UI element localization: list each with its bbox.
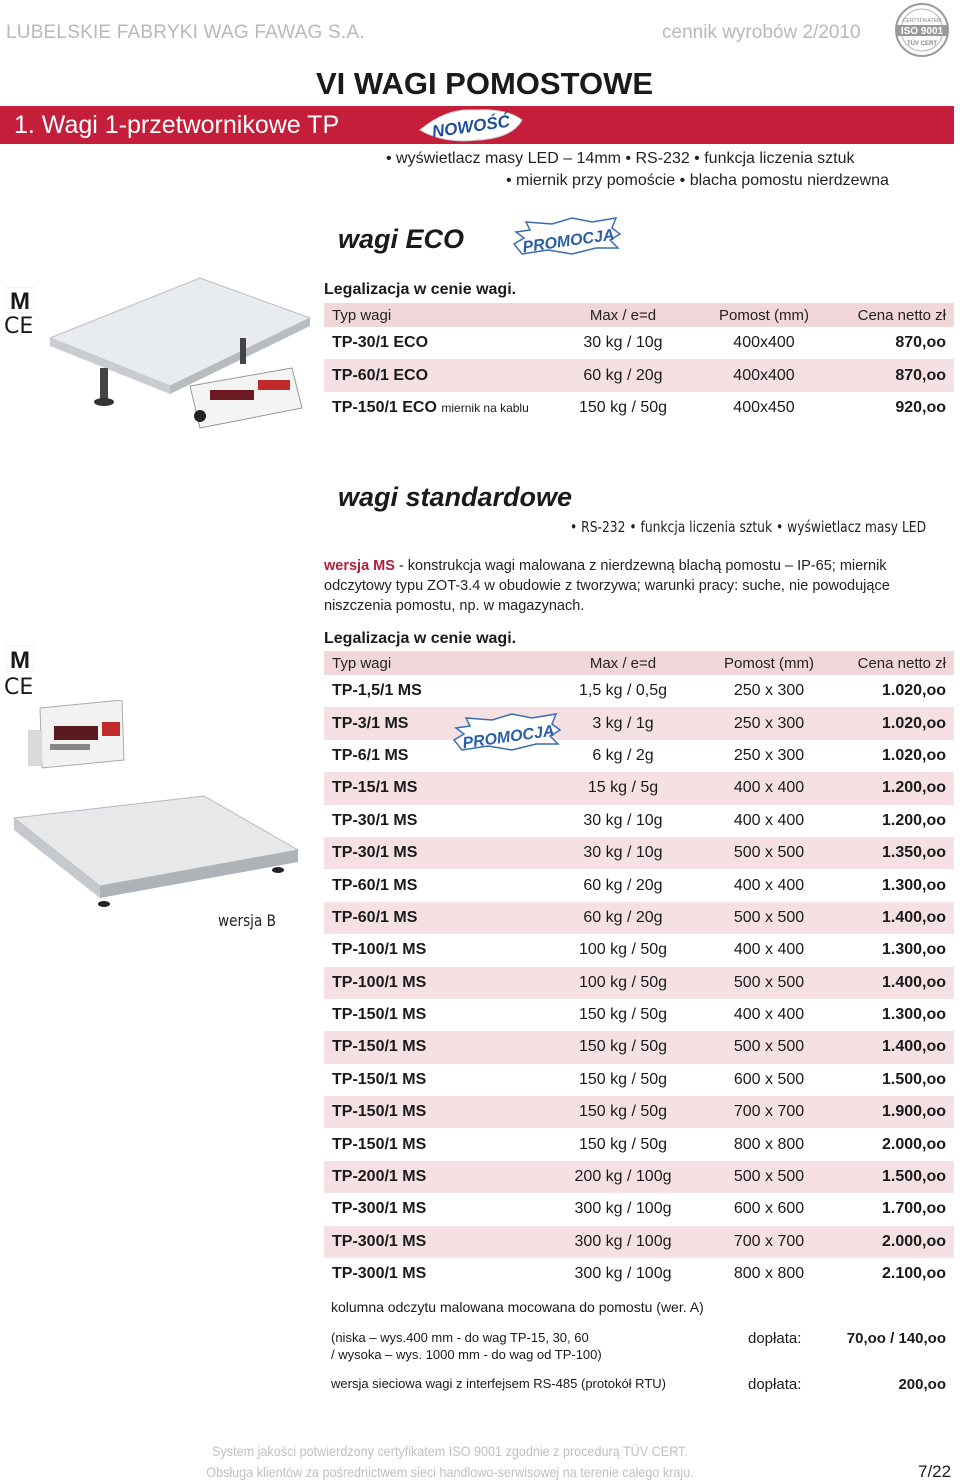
table-row — [324, 902, 954, 934]
metrology-m-badge — [6, 646, 34, 672]
row-price: 1.400,oo — [842, 967, 954, 999]
eco-title: wagi ECO — [338, 224, 465, 254]
row-price: 2.000,oo — [842, 1226, 954, 1258]
col-header-max: Max / e=d — [550, 303, 696, 327]
table-row — [324, 707, 954, 739]
table-row — [324, 805, 954, 837]
eco-scale-image — [40, 268, 312, 438]
row-price: 870,oo — [832, 359, 954, 391]
row-price: 1.500,oo — [881, 1070, 946, 1088]
table-row — [324, 1258, 954, 1290]
row-price: 1.400,oo — [842, 1031, 954, 1063]
features-line-2: • miernik przy pomoście • blacha pomostu nierdzewna — [506, 172, 889, 189]
row-price: 1.020,oo — [842, 707, 954, 739]
col-header-platform: Pomost (mm) — [696, 651, 842, 675]
network-surcharge-price: 200,oo — [898, 1376, 946, 1393]
table-row — [324, 934, 954, 966]
svg-text:PROMOCJA: PROMOCJA — [521, 226, 616, 257]
page-number: 7/22 — [918, 1462, 952, 1481]
row-max: 30 kg / 10g — [550, 837, 696, 869]
row-platform: 400 x 400 — [733, 811, 805, 829]
row-platform: 500 x 500 — [696, 967, 842, 999]
features-line-1: • wyświetlacz masy LED – 14mm • RS-232 • funkcja liczenia sztuk — [386, 150, 855, 167]
table-row — [324, 772, 954, 804]
row-type: TP-200/1 MS — [324, 1161, 550, 1193]
row-type: TP-30/1 MS — [324, 837, 550, 869]
row-type: TP-300/1 MS — [324, 1226, 550, 1258]
column-surcharge-label: dopłata: — [748, 1330, 802, 1347]
col-header-price: Cena netto zł — [842, 651, 954, 675]
row-max: 200 kg / 100g — [550, 1161, 696, 1193]
row-platform: 400 x 400 — [733, 876, 805, 894]
section-title: VI WAGI POMOSTOWE — [316, 66, 654, 101]
row-max: 100 kg / 50g — [550, 967, 696, 999]
svg-text:ISO 9001: ISO 9001 — [900, 26, 944, 37]
row-type: TP-3/1 MS — [324, 707, 550, 739]
table-header-row — [324, 651, 954, 675]
row-max: 100 kg / 50g — [578, 941, 668, 959]
row-type: TP-60/1 MS — [332, 876, 418, 894]
column-surcharge-price: 70,oo / 140,oo — [846, 1330, 946, 1347]
row-type: TP-15/1 MS — [324, 772, 550, 804]
row-max: 1,5 kg / 0,5g — [578, 682, 668, 700]
svg-text:CERTYFIKATEM: CERTYFIKATEM — [902, 18, 942, 24]
row-type: TP-1,5/1 MS — [332, 682, 422, 700]
column-detail-2: / wysoka – wys. 1000 mm - do wag od TP-100) — [331, 1347, 602, 1362]
table-row — [324, 1128, 954, 1160]
standard-features: • RS-232 • funkcja liczenia sztuk • wyświetlacz masy LED — [570, 518, 927, 536]
row-platform: 400x400 — [696, 359, 832, 391]
row-type: TP-60/1 ECO — [324, 359, 550, 391]
row-max: 6 kg / 2g — [592, 746, 654, 764]
row-price: 1.900,oo — [842, 1096, 954, 1128]
table-row — [324, 1096, 954, 1128]
row-type: TP-150/1 MS — [332, 1006, 427, 1024]
row-platform: 800 x 800 — [733, 1265, 805, 1283]
row-max: 15 kg / 5g — [550, 772, 696, 804]
row-platform: 600 x 600 — [733, 1200, 805, 1218]
table-row — [324, 359, 954, 391]
ce-mark-icon: CE — [4, 314, 34, 339]
table-row — [324, 1064, 954, 1096]
row-max: 300 kg / 100g — [574, 1265, 672, 1283]
row-platform: 700 x 700 — [696, 1096, 842, 1128]
row-platform: 500 x 500 — [696, 1161, 842, 1193]
table-row — [324, 1161, 954, 1193]
row-price: 1.700,oo — [881, 1200, 946, 1218]
row-type: TP-30/1 MS — [332, 811, 418, 829]
row-price: 1.300,oo — [881, 941, 946, 959]
table-row — [324, 967, 954, 999]
ce-mark-icon: CE — [4, 675, 34, 700]
svg-text:M: M — [10, 647, 30, 672]
footer-line-1: System jakości potwierdzony certyfikatem ISO 9001 zgodnie z procedurą TÜV CERT. — [212, 1443, 688, 1459]
row-type: TP-60/1 MS — [324, 902, 550, 934]
row-type: TP-100/1 MS — [324, 967, 550, 999]
network-surcharge-label: dopłata: — [748, 1376, 802, 1393]
row-platform: 800 x 800 — [733, 1135, 805, 1153]
row-type: TP-300/1 MS — [332, 1200, 427, 1218]
row-price: 1.020,oo — [881, 682, 946, 700]
standard-legalization-note: Legalizacja w cenie wagi. — [324, 630, 517, 647]
row-price: 1.200,oo — [842, 772, 954, 804]
row-type: TP-150/1 MS — [324, 1031, 550, 1063]
eco-legalization-note: Legalizacja w cenie wagi. — [324, 281, 517, 298]
row-type — [324, 392, 550, 424]
table-row — [324, 1031, 954, 1063]
network-note: wersja sieciowa wagi z interfejsem RS-485 (protokół RTU) — [331, 1376, 666, 1391]
row-platform: 600 x 500 — [733, 1070, 805, 1088]
col-header-price: Cena netto zł — [832, 303, 954, 327]
row-platform: 500 x 500 — [696, 837, 842, 869]
row-platform: 400x450 — [733, 398, 795, 416]
col-header-platform: Pomost (mm) — [696, 303, 832, 327]
col-header-max: Max / e=d — [550, 651, 696, 675]
svg-text:PROMOCJA: PROMOCJA — [461, 722, 556, 753]
ms-version-label: wersja MS — [324, 558, 395, 574]
row-platform: 400 x 400 — [696, 772, 842, 804]
row-type: TP-150/1 MS — [332, 1135, 427, 1153]
category-title: 1. Wagi 1-przetwornikowe TP — [14, 111, 340, 139]
eco-promo-badge — [512, 214, 622, 258]
row-type: TP-6/1 MS — [332, 746, 409, 764]
table-header-row — [324, 303, 954, 327]
standard-title: wagi standardowe — [338, 482, 573, 512]
row-max: 30 kg / 10g — [583, 334, 663, 352]
footer-line-2: Obsługa klientów za pośrednictwem sieci handlowo-serwisowej na terenie całego kraju. — [206, 1464, 694, 1480]
row-max: 60 kg / 20g — [550, 902, 696, 934]
table-row — [324, 1193, 954, 1225]
table-row — [324, 740, 954, 772]
row-type: TP-150/1 MS — [324, 1096, 550, 1128]
table-row — [324, 392, 954, 424]
row-platform: 250 x 300 — [733, 682, 805, 700]
version-b-label: wersja B — [218, 911, 276, 930]
col-header-type: Typ wagi — [324, 303, 550, 327]
row-price: 1.350,oo — [842, 837, 954, 869]
row-type: TP-30/1 ECO — [332, 334, 429, 352]
table-row — [324, 869, 954, 901]
row-max: 150 kg / 50g — [578, 398, 668, 416]
col-header-type: Typ wagi — [324, 651, 550, 675]
row-platform: 500 x 500 — [696, 1031, 842, 1063]
row-max: 60 kg / 20g — [550, 359, 696, 391]
row-platform: 500 x 500 — [696, 902, 842, 934]
table-row — [324, 999, 954, 1031]
iso-certificate-logo — [888, 2, 956, 58]
table-row — [324, 327, 954, 359]
eco-price-table — [324, 303, 954, 424]
row-price: 1.300,oo — [881, 1006, 946, 1024]
standard-price-table — [324, 651, 954, 1290]
standard-scale-image — [10, 700, 300, 940]
standard-promo-badge — [452, 710, 562, 754]
row-max: 150 kg / 50g — [578, 1006, 668, 1024]
row-max: 150 kg / 50g — [550, 1031, 696, 1063]
row-platform: 250 x 300 — [733, 746, 805, 764]
row-price: 2.000,oo — [881, 1135, 946, 1153]
company-name: LUBELSKIE FABRYKI WAG FAWAG S.A. — [6, 22, 365, 43]
row-platform: 250 x 300 — [696, 707, 842, 739]
row-max: 30 kg / 10g — [583, 811, 663, 829]
row-type: TP-100/1 MS — [332, 941, 427, 959]
row-platform: 700 x 700 — [696, 1226, 842, 1258]
row-max: 150 kg / 50g — [550, 1096, 696, 1128]
row-max: 60 kg / 20g — [583, 876, 663, 894]
catalog-name: cennik wyrobów 2/2010 — [662, 22, 861, 43]
row-type: TP-300/1 MS — [332, 1265, 427, 1283]
column-note: kolumna odczytu malowana mocowana do pomostu (wer. A) — [331, 1299, 704, 1315]
row-platform: 400 x 400 — [733, 941, 805, 959]
table-row — [324, 1226, 954, 1258]
row-price: 1.020,oo — [881, 746, 946, 764]
row-platform: 400 x 400 — [733, 1006, 805, 1024]
row-price: 920,oo — [895, 398, 946, 416]
svg-text:TÜV CERT: TÜV CERT — [907, 41, 937, 47]
row-max: 150 kg / 50g — [578, 1070, 668, 1088]
row-price: 1.300,oo — [881, 876, 946, 894]
row-price: 2.100,oo — [881, 1265, 946, 1283]
ms-description-text: - konstrukcja wagi malowana z nierdzewną blachą pomostu – IP-65; miernik odczytowy typu ZOT-3.4 w obudowie z tworzywa; warunki pracy: suche, nie powodujące niszczenia pomostu, np. w magazynach. — [324, 558, 890, 614]
new-badge — [416, 102, 526, 146]
table-row — [324, 837, 954, 869]
column-detail-1: (niska – wys.400 mm - do wag TP-15, 30, 60 — [331, 1330, 589, 1345]
row-max: 300 kg / 100g — [574, 1200, 672, 1218]
row-type-name: TP-150/1 ECO — [332, 398, 437, 416]
row-max: 150 kg / 50g — [578, 1135, 668, 1153]
row-type-note: miernik na kablu — [441, 400, 529, 415]
row-type: TP-150/1 MS — [332, 1070, 427, 1088]
ms-description — [324, 556, 950, 616]
table-row — [324, 675, 954, 707]
row-max: 300 kg / 100g — [550, 1226, 696, 1258]
row-price: 1.400,oo — [842, 902, 954, 934]
svg-text:NOWOŚĆ: NOWOŚĆ — [430, 111, 512, 142]
svg-text:M: M — [10, 288, 30, 313]
row-price: 1.500,oo — [842, 1161, 954, 1193]
row-price: 1.200,oo — [881, 811, 946, 829]
row-max: 3 kg / 1g — [550, 707, 696, 739]
row-platform: 400x400 — [733, 334, 795, 352]
metrology-m-badge — [6, 287, 34, 313]
row-price: 870,oo — [895, 334, 946, 352]
